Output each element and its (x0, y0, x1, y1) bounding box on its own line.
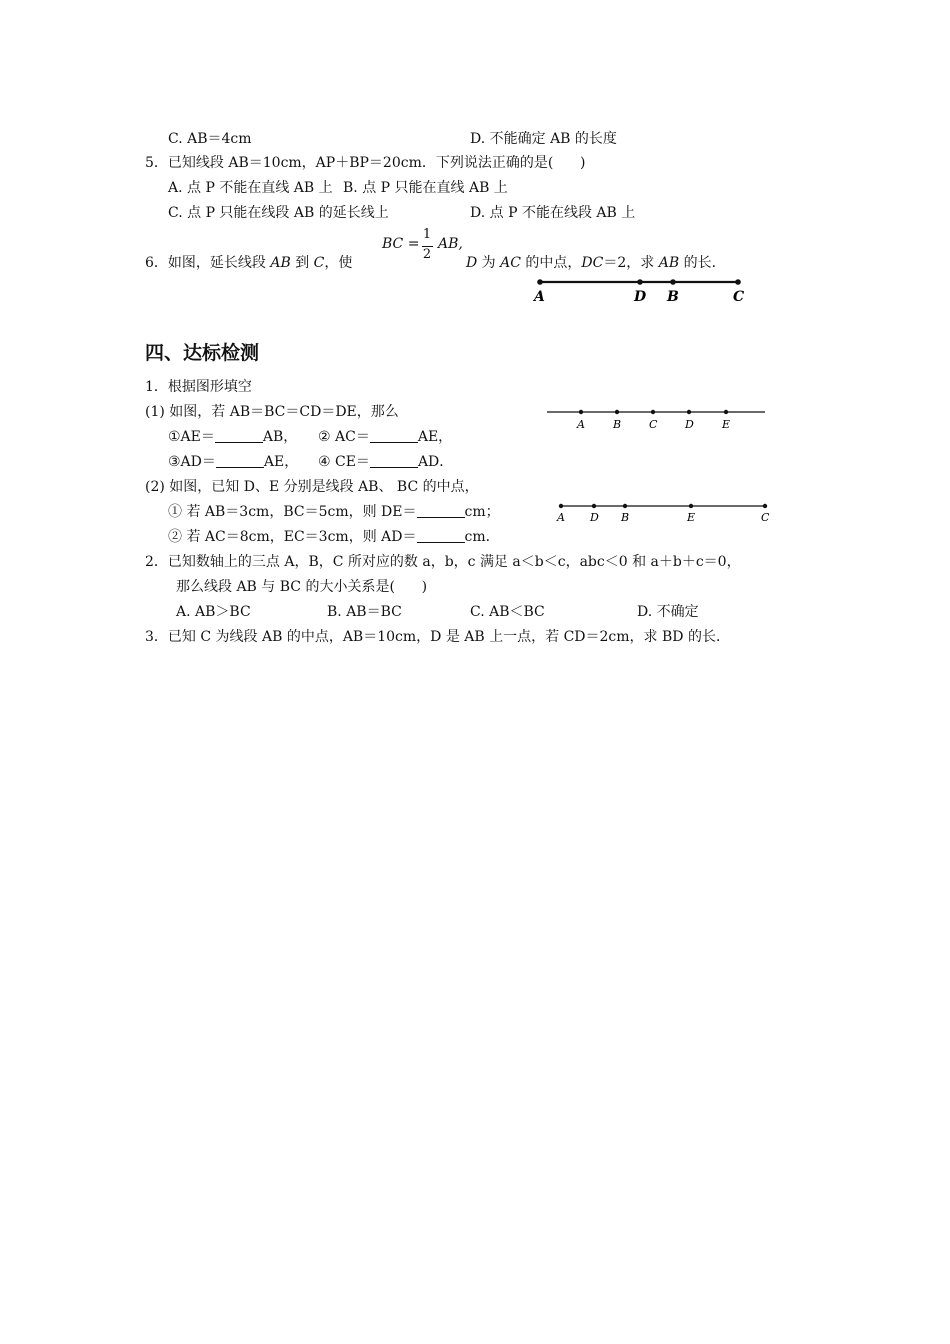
q6-label-c: C (733, 289, 745, 305)
fig2-label-b: B (621, 511, 630, 524)
s4-q2-option-a: A. AB＞BC (176, 604, 251, 620)
q6-label-d: D (634, 289, 647, 305)
fig2-point-e (689, 504, 693, 508)
fig2-label-e: E (687, 511, 696, 524)
blank-label: ④ CE＝ (318, 454, 370, 470)
q6-var: AB (270, 255, 291, 271)
blank-label: cm； (464, 504, 500, 520)
s4-q1-blank-row-1b (318, 428, 452, 446)
q6-text: 为 (477, 255, 501, 271)
formula-fraction (421, 227, 435, 267)
q6-var: C (313, 255, 325, 271)
fig2-point-b (623, 504, 627, 508)
fig1-point-d (687, 410, 691, 414)
blank-label: cm． (464, 529, 500, 545)
blank-label: ①AE＝ (168, 429, 215, 445)
q6-text: ，使 (324, 255, 353, 271)
blank-label: ③AD＝ (168, 454, 216, 470)
s4-q1-part2-stem: (2) 如图，已知 D、E 分别是线段 AB、 BC 的中点， (145, 479, 479, 495)
q6-text: ＝2，求 (603, 255, 659, 271)
q6-text: 的中点， (520, 255, 582, 271)
q6-var: D (466, 255, 478, 271)
q4-option-d: D. 不能确定 AB 的长度 (470, 131, 617, 147)
q6-var: AC (500, 255, 521, 271)
blank-label: ② 若 AC＝8cm，EC＝3cm，则 AD＝ (168, 529, 417, 545)
s4-q2-option-c: C. AB＜BC (470, 604, 545, 620)
fraction-numerator: 1 (422, 227, 432, 242)
q6-var: AB (658, 255, 680, 271)
fig1-point-e (724, 410, 728, 414)
s4-q1-blank-row-1 (168, 428, 297, 446)
q5-option-c: C. 点 P 只能在线段 AB 的延长线上 (168, 205, 389, 221)
fig1-label-b: B (613, 418, 622, 431)
q6-point-c (735, 279, 741, 285)
s4-q2-option-d: D. 不确定 (637, 604, 699, 620)
formula-lhs: BC = (382, 236, 420, 252)
q6-stem-right (466, 254, 726, 272)
answer-blank[interactable] (370, 428, 418, 443)
q4-option-c: C. AB＝4cm (168, 131, 252, 147)
s4-q2-stem-cont: 那么线段 AB 与 BC 的大小关系是( ) (176, 579, 428, 595)
s4-q1-stem: 1．根据图形填空 (145, 379, 252, 395)
q6-figure (530, 272, 760, 308)
q5-option-b: B. 点 P 只能在直线 AB 上 (343, 180, 508, 196)
s4-q1-part1-stem: (1) 如图，若 AB＝BC＝CD＝DE，那么 (145, 404, 399, 420)
fig1-label-a: A (577, 418, 585, 431)
fig2-label-a: A (557, 511, 565, 524)
q5-option-a: A. 点 P 不能在直线 AB 上 (168, 180, 333, 196)
s4-q1-part2-b (168, 528, 500, 546)
answer-blank[interactable] (215, 428, 263, 443)
answer-blank[interactable] (216, 453, 264, 468)
q6-var: DC (581, 255, 604, 271)
q6-text: 6．如图，延长线段 (145, 255, 271, 271)
fig1-point-b (615, 410, 619, 414)
q6-text: 的长． (679, 255, 726, 271)
q6-label-b: B (667, 289, 679, 305)
s4-figure-1 (545, 404, 770, 434)
blank-label: AD． (417, 454, 454, 470)
section-title: 四、达标检测 (145, 342, 260, 364)
fig1-point-a (579, 410, 583, 414)
answer-blank[interactable] (417, 503, 465, 518)
fig2-point-d (592, 504, 596, 508)
fig1-label-d: D (685, 418, 694, 431)
s4-q1-part2-a (168, 503, 500, 521)
fig1-label-e: E (722, 418, 731, 431)
fig1-point-c (651, 410, 655, 414)
blank-label: AE， (263, 454, 299, 470)
q6-point-b (670, 279, 676, 285)
fig2-point-c (763, 504, 767, 508)
fig2-label-d: D (590, 511, 599, 524)
q5-option-d: D. 点 P 不能在线段 AB 上 (470, 205, 636, 221)
s4-figure-2 (555, 498, 775, 528)
answer-blank[interactable] (370, 453, 418, 468)
q6-text: 到 (290, 255, 314, 271)
s4-q3-stem: 3．已知 C 为线段 AB 的中点，AB＝10cm，D 是 AB 上一点，若 CD＝2cm，求 BD 的长． (145, 629, 730, 645)
q5-stem: 5．已知线段 AB＝10cm，AP＋BP＝20cm．下列说法正确的是( ) (145, 155, 586, 171)
q6-label-a: A (534, 289, 545, 305)
blank-label: AB， (262, 429, 298, 445)
s4-q2-option-b: B. AB＝BC (327, 604, 402, 620)
formula-rhs: AB, (438, 236, 463, 252)
q6-point-a (537, 279, 543, 285)
blank-label: ① 若 AB＝3cm，BC＝5cm，则 DE＝ (168, 504, 417, 520)
fig2-label-c: C (761, 511, 770, 524)
s4-q1-blank-row-2b (318, 453, 453, 471)
answer-blank[interactable] (417, 528, 465, 543)
s4-q2-stem: 2．已知数轴上的三点 A，B，C 所对应的数 a，b，c 满足 a＜b＜c，abc＜0 和 a＋b＋c＝0， (145, 554, 741, 570)
fraction-denominator: 2 (422, 247, 432, 262)
fig2-point-a (559, 504, 563, 508)
s4-q1-blank-row-2 (168, 453, 298, 471)
blank-label: ② AC＝ (318, 429, 370, 445)
q6-point-d (637, 279, 643, 285)
q6-stem-left (145, 254, 352, 272)
blank-label: AE， (417, 429, 453, 445)
fig1-label-c: C (649, 418, 658, 431)
